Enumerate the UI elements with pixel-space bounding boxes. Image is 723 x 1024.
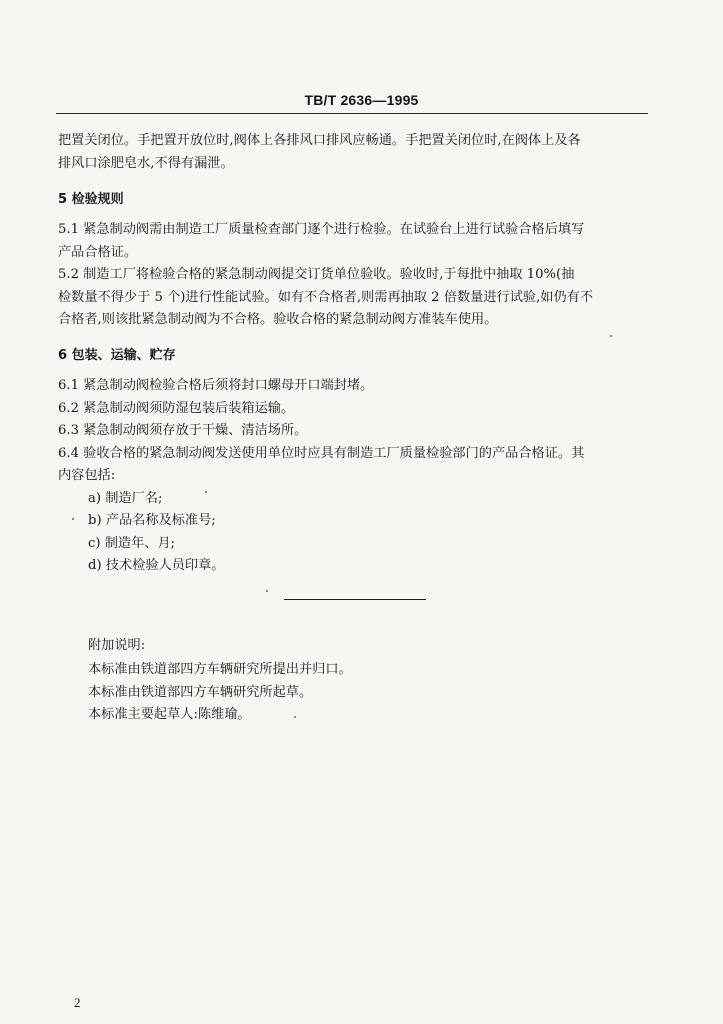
page-number: 2 [74, 995, 81, 1010]
clause-5-2-line-2: 检数量不得少于 5 个)进行性能试验。如有不合格者,则需再抽取 2 倍数量进行试验,如仍有不 [58, 290, 594, 305]
scan-speck [72, 518, 74, 520]
notes-title: 附加说明: [88, 638, 146, 653]
section-6-heading: 6 包装、运输、贮存 [58, 348, 176, 363]
intro-line-1: 把置关闭位。手把置开放位时,阀体上各排风口排风应畅通。手把置关闭位时,在阀体上及各 [58, 133, 581, 148]
header-rule [56, 113, 648, 114]
clause-5-2-line-3: 合格者,则该批紧急制动阀为不合格。验收合格的紧急制动阀方准装车使用。 [58, 312, 498, 327]
list-item-c: c) 制造年、月; [88, 536, 176, 551]
list-item-a: a) 制造厂名; [88, 491, 163, 506]
scan-speck [205, 491, 207, 493]
clause-5-1-line-2: 产品合格证。 [58, 245, 138, 260]
clause-5-2-line-1: 5.2 制造工厂将检验合格的紧急制动阀提交订货单位验收。验收时,于每批中抽取 10%(抽 [58, 267, 575, 282]
list-item-d: d) 技术检验人员印章。 [88, 558, 225, 573]
clause-6-3: 6.3 紧急制动阀须存放于干燥、清洁场所。 [58, 423, 308, 438]
notes-line-3: 本标准主要起草人:陈维瑜。 [88, 707, 251, 722]
list-item-b: b) 产品名称及标准号; [88, 513, 216, 528]
notes-line-2: 本标准由铁道部四方车辆研究所起草。 [88, 685, 313, 700]
clause-6-4-line-2: 内容包括: [58, 468, 116, 483]
scan-speck [610, 335, 612, 337]
section-5-heading: 5 检验规则 [58, 192, 124, 207]
notes-line-1: 本标准由铁道部四方车辆研究所提出并归口。 [88, 662, 352, 677]
section-separator [284, 599, 426, 600]
clause-6-1: 6.1 紧急制动阀检验合格后须将封口螺母开口端封堵。 [58, 378, 374, 393]
intro-line-2: 排风口涂肥皂水,不得有漏泄。 [58, 156, 234, 171]
clause-5-1-line-1: 5.1 紧急制动阀需由制造工厂质量检查部门逐个进行检验。在试验台上进行试验合格后填写 [58, 222, 585, 237]
standard-code-header: TB/T 2636—1995 [304, 92, 419, 108]
clause-6-2: 6.2 紧急制动阀须防湿包装后装箱运输。 [58, 401, 295, 416]
scan-speck [294, 716, 296, 718]
scan-speck [266, 590, 268, 592]
clause-6-4-line-1: 6.4 验收合格的紧急制动阀发送使用单位时应具有制造工厂质量检验部门的产品合格证。其 [58, 446, 585, 461]
